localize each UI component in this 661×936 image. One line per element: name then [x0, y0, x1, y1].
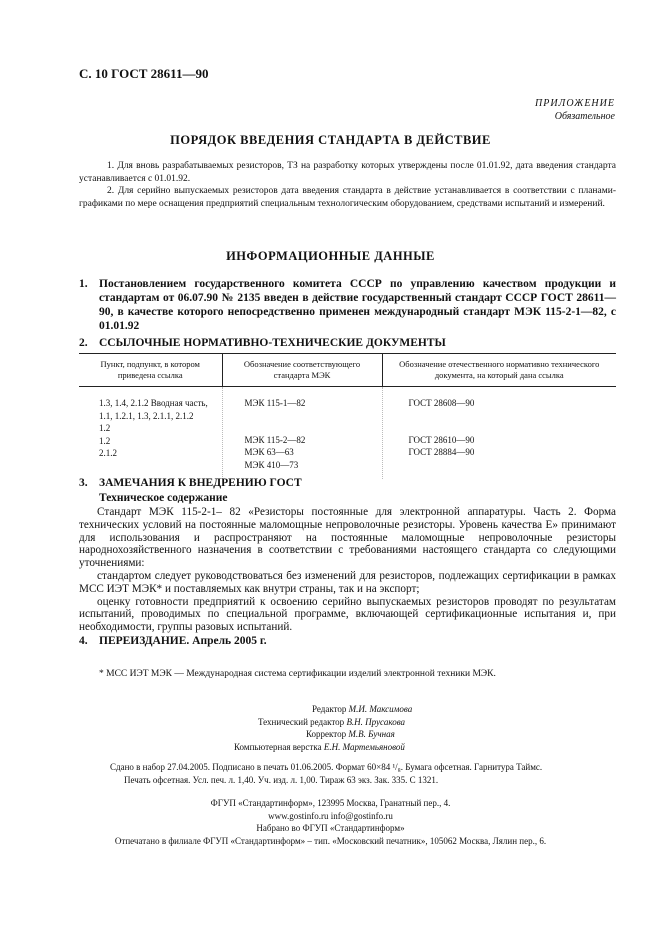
credit-role: Редактор: [312, 704, 347, 714]
intro-paragraph: 1. Для вновь разрабатываемых резисторов, ТЗ на разработку которых утверждены после 01.01.92, дата введения стандарта устанавливается с 01.01.92.: [79, 161, 616, 184]
credit-name: В.Н. Прусакова: [346, 716, 406, 727]
intro-title: ПОРЯДОК ВВЕДЕНИЯ СТАНДАРТА В ДЕЙСТВИЕ: [170, 133, 491, 147]
publisher-line: www.gostinfo.ru info@gostinfo.ru: [268, 810, 393, 821]
print-info-line: Сдано в набор 27.04.2005. Подписано в печать 01.06.2005. Формат 60×84 ¹/₈. Бумага офсетная. Гарнитура Таймс.: [110, 762, 543, 772]
ref-point-4: 2.1.2: [99, 448, 117, 458]
header-gost: Обозначение отечественного нормативно технического документа, на который дана ссылка: [382, 354, 616, 387]
credit-role: Технический редактор: [258, 716, 345, 727]
section-number: 4.: [79, 635, 88, 647]
tech-paragraph: оценку готовности предприятий к освоению серийно выпускаемых резисторов проводят по результатам испытаний, проводимых по специальной программе, включающей сертификационные испытания и, при необходимости, группы разовых испытаний.: [79, 595, 616, 634]
header-point: Пункт, подпункт, в котором приведена ссылка: [79, 354, 222, 387]
credit-name: Е.Н. Мартемьяновой: [323, 741, 405, 752]
tech-paragraph: стандартом следует руководствоваться без изменений для резисторов, подлежащих сертификации в рамках МСС ИЭТ МЭК* и поставляемых как внутри страны, так и на экспорт;: [79, 569, 616, 595]
tech-paragraph: Стандарт МЭК 115-2-1– 82 «Резисторы постоянные для электронной аппаратуры. Часть 2. Форма технических условий на постоянные маломощные непроволочные резисторы. Уровень качества Е» принимают для использования и распространяют на постоянные маломощные непроволочные резисторы народнохозяйственного назначения в соответствии с требованиями настоящего стандарта со следующими уточнениями:: [79, 506, 616, 570]
publisher-block: [0, 797, 661, 847]
ref-iec-1: МЭК 115-1—82: [244, 398, 306, 408]
page-header: С. 10 ГОСТ 28611—90: [79, 66, 209, 81]
ref-iec-2: МЭК 115-2—82: [244, 434, 306, 445]
ref-gost-2: ГОСТ 28610—90: [408, 434, 475, 445]
tech-content: [79, 506, 616, 634]
info-title: ИНФОРМАЦИОННЫЕ ДАННЫЕ: [226, 249, 435, 263]
credit-name: М.И. Максимова: [348, 704, 413, 714]
reference-table: [79, 353, 616, 479]
section-number: 3.: [79, 477, 88, 489]
ref-iec-3: МЭК 63—63: [244, 447, 294, 457]
credit-role: Компьютерная верстка: [234, 741, 322, 752]
section-4-title: ПЕРЕИЗДАНИЕ. Апрель 2005 г.: [99, 635, 267, 647]
ref-point-2: 1.2: [99, 423, 111, 433]
intro-text: [79, 160, 616, 210]
section-1: [79, 277, 616, 333]
footnote: * МСС ИЭТ МЭК — Международная система сертификации изделий электронной техники МЭК.: [99, 669, 496, 679]
ref-gost-3: ГОСТ 28884—90: [408, 447, 475, 457]
header-iec: Обозначение соответствующего стандарта МЭК: [222, 354, 382, 387]
publisher-line: Отпечатано в филиале ФГУП «Стандартинформ» – тип. «Московский печатник», 105062 Москва, Лялин пер., 6.: [114, 835, 547, 846]
publisher-line: Набрано во ФГУП «Стандартинформ»: [256, 823, 405, 833]
credits: [230, 703, 490, 753]
section-3: [79, 476, 616, 490]
publisher-line: ФГУП «Стандартинформ», 123995 Москва, Гранатный пер., 4.: [210, 798, 451, 808]
section-4: [79, 634, 616, 648]
tech-subtitle: Техническое содержание: [99, 492, 228, 504]
print-info: [110, 761, 620, 786]
section-2-title: ССЫЛОЧНЫЕ НОРМАТИВНО-ТЕХНИЧЕСКИЕ ДОКУМЕНТЫ: [99, 337, 446, 349]
section-number: 1.: [79, 278, 88, 290]
ref-iec-4: МЭК 410—73: [244, 459, 299, 470]
ref-gost-1: ГОСТ 28608—90: [408, 398, 475, 408]
section-1-text: Постановлением государственного комитета СССР по управлению качеством продукции и стандартам от 06.07.90 № 2135 введен в действие государственный стандарт СССР ГОСТ 28611—90, в качестве которого непосредственно применен международный стандарт МЭК 115-2-1—82, с 01.01.92: [99, 278, 616, 332]
ref-point-1: 1.3, 1.4, 2.1.2 Вводная часть, 1.1, 1.2.1, 1.3, 2.1.1, 2.1.2: [99, 398, 208, 421]
appendix-label: ПРИЛОЖЕНИЕ: [535, 98, 615, 109]
appendix-status: Обязательное: [554, 111, 615, 122]
section-3-title: ЗАМЕЧАНИЯ К ВНЕДРЕНИЮ ГОСТ: [99, 477, 302, 489]
ref-point-3: 1.2: [99, 435, 111, 446]
credit-role: Корректор: [306, 729, 347, 739]
section-2: [79, 336, 616, 350]
section-number: 2.: [79, 337, 88, 349]
print-info-line: Печать офсетная. Усл. печ. л. 1,40. Уч. изд. л. 1,00. Тираж 63 экз. Зак. 335. С 1321.: [124, 774, 439, 785]
credit-name: М.В. Бучная: [348, 729, 395, 739]
intro-paragraph: 2. Для серийно выпускаемых резисторов дата введения стандарта в действие устанавливается в соответствии с планами-графиками по мере оснащения предприятий специальным технологическим оборудованием, средствами испытаний и измерений.: [79, 186, 616, 209]
